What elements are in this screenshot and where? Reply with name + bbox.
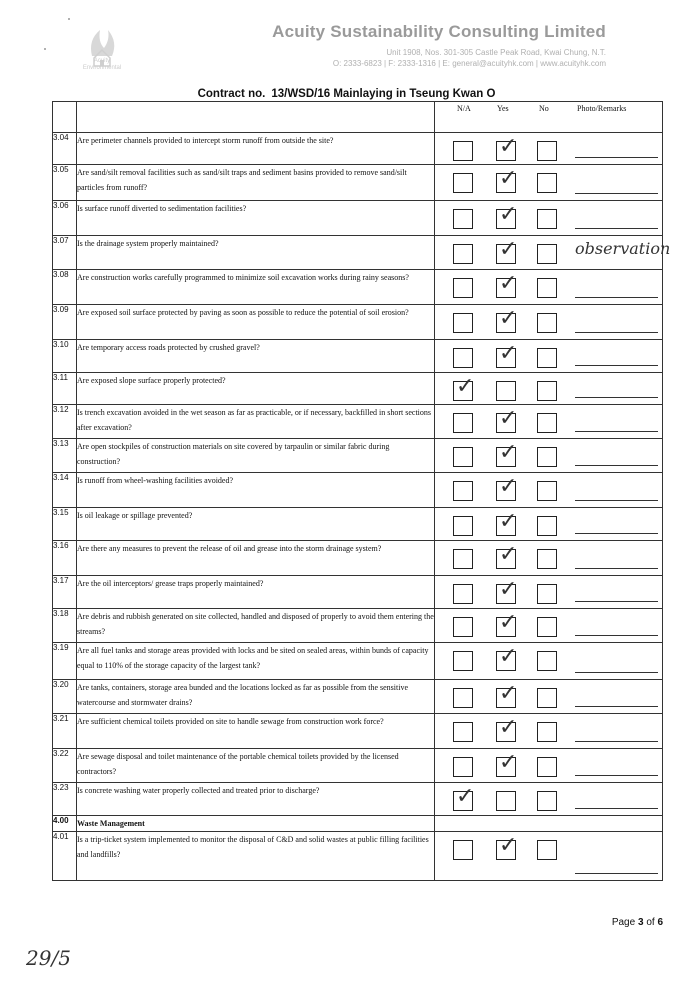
page-current: 3 (637, 917, 644, 928)
table-row (53, 783, 663, 816)
table-row (53, 270, 663, 305)
item-number: 3.10 (53, 340, 77, 373)
na-checkbox[interactable] (453, 617, 473, 637)
checkmark-icon: ✓ (499, 644, 518, 669)
remark-line[interactable] (575, 332, 658, 333)
scan-speck (68, 18, 70, 20)
yes-checkbox[interactable] (496, 791, 516, 811)
yes-checkbox[interactable] (496, 202, 518, 229)
table-row (53, 165, 663, 201)
table-row (53, 201, 663, 236)
item-number: 3.09 (53, 305, 77, 340)
item-question: Are exposed slope surface properly protected? (77, 373, 435, 405)
item-number: 3.22 (53, 749, 77, 783)
answer-cell (435, 832, 663, 881)
answer-cell (435, 270, 663, 305)
table-row (53, 340, 663, 373)
item-number: 3.18 (53, 609, 77, 643)
page-number (612, 917, 663, 928)
checkmark-icon: ✓ (499, 306, 518, 331)
checkmark-icon: ✓ (499, 271, 518, 296)
remark-line[interactable] (575, 397, 658, 398)
no-checkbox[interactable] (537, 757, 557, 777)
checkmark-icon: ✓ (499, 237, 518, 262)
col-yes-label: Yes (497, 104, 509, 113)
checkmark-icon: ✓ (499, 440, 518, 465)
checkmark-icon: ✓ (499, 715, 518, 740)
col-no-label: No (539, 104, 549, 113)
section-answer-cell (435, 816, 663, 832)
yes-checkbox[interactable] (496, 166, 518, 193)
na-checkbox[interactable] (453, 584, 473, 604)
answer-cell (435, 783, 663, 816)
answer-cell (435, 680, 663, 714)
remark-line[interactable] (575, 568, 658, 569)
table-row (53, 680, 663, 714)
contract-label: Contract no. (197, 88, 266, 100)
item-question: Are temporary access roads protected by crushed gravel? (77, 340, 435, 373)
item-question: Are exposed soil surface protected by paving as soon as possible to reduce the potential of soil erosion? (77, 305, 435, 340)
logo-text (74, 58, 130, 72)
na-checkbox[interactable] (453, 313, 473, 333)
col-remarks-label: Photo/Remarks (577, 104, 627, 113)
na-checkbox[interactable] (453, 516, 473, 536)
no-checkbox[interactable] (537, 209, 557, 229)
remark-line[interactable] (575, 431, 658, 432)
section-row (53, 816, 663, 832)
item-question: Is trench excavation avoided in the wet season as far as practicable, or if necessary, backfilled in short sections after excavation? (77, 405, 435, 439)
table-row (53, 609, 663, 643)
answer-cell (435, 439, 663, 473)
answer-cell (435, 714, 663, 749)
table-header-row (53, 102, 663, 133)
checkmark-icon: ✓ (499, 610, 518, 635)
yes-checkbox[interactable] (496, 440, 518, 467)
table-row (53, 236, 663, 270)
item-question: Are construction works carefully programmed to minimize soil excavation works during rainy seasons? (77, 270, 435, 305)
checklist-table (52, 101, 671, 881)
yes-checkbox[interactable] (496, 271, 518, 298)
answer-cell (435, 165, 663, 201)
logo-tagline: Environmental (82, 65, 122, 71)
yes-checkbox[interactable] (496, 237, 518, 264)
remark-line[interactable] (575, 193, 658, 194)
checkmark-icon: ✓ (499, 750, 518, 775)
item-number: 3.07 (53, 236, 77, 270)
remark-line[interactable] (575, 228, 658, 229)
na-checkbox[interactable] (453, 348, 473, 368)
answer-cell (435, 236, 671, 270)
no-checkbox[interactable] (537, 313, 557, 333)
no-checkbox[interactable] (537, 651, 557, 671)
checkmark-icon: ✓ (499, 681, 518, 706)
answer-cell (435, 201, 663, 236)
checkmark-icon: ✓ (499, 134, 518, 159)
item-number: 3.08 (53, 270, 77, 305)
answer-cell (435, 609, 663, 643)
item-number: 4.01 (53, 832, 77, 881)
page-prefix: Page (611, 917, 636, 928)
yes-checkbox[interactable] (496, 134, 518, 161)
item-question: Are sand/silt removal facilities such as sand/silt traps and sediment basins provided to remove sand/silt particles from runoff? (77, 165, 435, 201)
answer-cell (435, 340, 663, 373)
table-row (53, 541, 663, 576)
contract-value: 13/WSD/16 Mainlaying in Tseung Kwan O (271, 88, 496, 100)
company-address: Unit 1908, Nos. 301-305 Castle Peak Road, Kwai Chung, N.T. (386, 48, 606, 57)
no-checkbox[interactable] (537, 688, 557, 708)
item-number: 3.20 (53, 680, 77, 714)
item-question: Is a trip-ticket system implemented to monitor the disposal of C&D and solid wastes at public filling facilities and landfills? (77, 832, 435, 881)
answer-cell (435, 576, 663, 609)
answer-cell (435, 749, 663, 783)
header-item-no (53, 102, 77, 133)
table-row (53, 749, 663, 783)
company-name: Acuity Sustainability Consulting Limited (272, 22, 606, 41)
remark-line[interactable] (575, 808, 658, 809)
yes-checkbox[interactable] (496, 577, 518, 604)
table-row (53, 405, 663, 439)
na-checkbox[interactable] (453, 447, 473, 467)
page-total: 6 (657, 917, 663, 928)
remark-line[interactable] (575, 500, 658, 501)
item-number: 3.23 (53, 783, 77, 816)
yes-checkbox[interactable] (496, 341, 518, 368)
checkmark-icon: ✓ (499, 509, 518, 534)
header-question (77, 102, 435, 133)
table-row (53, 473, 663, 508)
na-checkbox[interactable] (453, 141, 473, 161)
na-checkbox[interactable] (453, 209, 473, 229)
na-checkbox[interactable] (453, 651, 473, 671)
na-checkbox[interactable] (453, 173, 473, 193)
section-title: Waste Management (77, 816, 435, 832)
remark-line[interactable] (575, 741, 658, 742)
yes-checkbox[interactable] (496, 681, 518, 708)
remark-line[interactable] (575, 672, 658, 673)
item-question: Is the drainage system properly maintained? (77, 236, 435, 270)
table-row (53, 133, 663, 165)
item-question: Is concrete washing water properly collected and treated prior to discharge? (77, 783, 435, 816)
na-checkbox[interactable] (453, 688, 473, 708)
item-question: Are perimeter channels provided to intercept storm runoff from outside the site? (77, 133, 435, 165)
no-checkbox[interactable] (537, 722, 557, 742)
yes-checkbox[interactable] (496, 474, 518, 501)
na-checkbox[interactable] (453, 722, 473, 742)
table-row (53, 714, 663, 749)
yes-checkbox[interactable] (496, 644, 518, 671)
no-checkbox[interactable] (537, 617, 557, 637)
item-question: Is surface runoff diverted to sedimentation facilities? (77, 201, 435, 236)
company-header (272, 22, 606, 68)
yes-checkbox[interactable] (496, 306, 518, 333)
no-checkbox[interactable] (537, 278, 557, 298)
checkmark-icon: ✓ (499, 202, 518, 227)
answer-cell (435, 133, 663, 165)
table-row (53, 576, 663, 609)
item-number: 3.11 (53, 373, 77, 405)
item-number: 3.04 (53, 133, 77, 165)
remark-line[interactable] (575, 465, 658, 466)
item-number: 3.17 (53, 576, 77, 609)
item-number: 3.16 (53, 541, 77, 576)
yes-checkbox[interactable] (496, 509, 518, 536)
item-question: Are debris and rubbish generated on site collected, handled and disposed of properly to avoid them entering the streams? (77, 609, 435, 643)
answer-cell (435, 541, 663, 576)
checkmark-icon: ✓ (499, 542, 518, 567)
checkmark-icon: ✓ (499, 833, 518, 858)
item-number: 3.15 (53, 508, 77, 541)
yes-checkbox[interactable] (496, 381, 516, 401)
page-of: of (646, 917, 655, 928)
checkmark-icon: ✓ (456, 374, 475, 399)
remark-line[interactable] (575, 775, 658, 776)
checkmark-icon: ✓ (499, 577, 518, 602)
handwritten-date: 29/5 (26, 946, 71, 970)
checkmark-icon: ✓ (456, 784, 475, 809)
table-row (53, 373, 663, 405)
section-number: 4.00 (53, 816, 77, 832)
no-checkbox[interactable] (537, 549, 557, 569)
contract-title (0, 88, 693, 100)
remark-line[interactable] (575, 365, 658, 366)
yes-checkbox[interactable] (496, 610, 518, 637)
na-checkbox[interactable] (453, 413, 473, 433)
logo-name: Acuity (93, 58, 111, 64)
no-checkbox[interactable] (537, 413, 557, 433)
item-question: Are sufficient chemical toilets provided on site to handle sewage from construction work force? (77, 714, 435, 749)
no-checkbox[interactable] (537, 516, 557, 536)
na-checkbox[interactable] (453, 481, 473, 501)
yes-checkbox[interactable] (496, 750, 518, 777)
remark-line[interactable] (575, 157, 658, 158)
company-contact: O: 2333-6823 | F: 2333-1316 | E: general@acuityhk.com | www.acuityhk.com (332, 59, 606, 68)
na-checkbox[interactable] (453, 757, 473, 777)
item-question: Are all fuel tanks and storage areas provided with locks and be sited on sealed areas, within bunds of capacity equal to 110% of the storage capacity of the largest tank? (77, 643, 435, 680)
scan-speck (44, 48, 46, 50)
remark-text: observation (575, 239, 671, 258)
na-checkbox[interactable] (453, 374, 475, 401)
no-checkbox[interactable] (537, 348, 557, 368)
answer-cell (435, 473, 663, 508)
answer-cell (435, 508, 663, 541)
table-row (53, 305, 663, 340)
item-question: Are there any measures to prevent the release of oil and grease into the storm drainage system? (77, 541, 435, 576)
answer-cell (435, 405, 663, 439)
checkmark-icon: ✓ (499, 166, 518, 191)
table-row (53, 439, 663, 473)
no-checkbox[interactable] (537, 244, 557, 264)
checkmark-icon: ✓ (499, 406, 518, 431)
col-na-label: N/A (457, 104, 471, 113)
yes-checkbox[interactable] (496, 715, 518, 742)
item-question: Is oil leakage or spillage prevented? (77, 508, 435, 541)
remark-line[interactable] (575, 873, 658, 874)
no-checkbox[interactable] (537, 173, 557, 193)
item-question: Are sewage disposal and toilet maintenance of the portable chemical toilets provided by the licensed contractors? (77, 749, 435, 783)
header-answers (435, 102, 663, 133)
item-number: 3.06 (53, 201, 77, 236)
no-checkbox[interactable] (537, 840, 557, 860)
checkmark-icon: ✓ (499, 341, 518, 366)
answer-cell (435, 373, 663, 405)
na-checkbox[interactable] (453, 549, 473, 569)
checkmark-icon: ✓ (499, 474, 518, 499)
remark-line[interactable] (575, 297, 658, 298)
yes-checkbox[interactable] (496, 406, 518, 433)
item-question: Are open stockpiles of construction materials on site covered by tarpaulin or similar fabric during construction? (77, 439, 435, 473)
no-checkbox[interactable] (537, 481, 557, 501)
no-checkbox[interactable] (537, 141, 557, 161)
item-question: Is runoff from wheel-washing facilities avoided? (77, 473, 435, 508)
yes-checkbox[interactable] (496, 542, 518, 569)
table-row (53, 643, 663, 680)
item-question: Are tanks, containers, storage area bunded and the locations locked as far as possible from the sensitive watercourse and stormwater drains? (77, 680, 435, 714)
na-checkbox[interactable] (453, 278, 473, 298)
table-row (53, 832, 663, 881)
no-checkbox[interactable] (537, 447, 557, 467)
item-number: 3.19 (53, 643, 77, 680)
yes-checkbox[interactable] (496, 833, 518, 860)
remark-line[interactable] (575, 533, 658, 534)
remark-line[interactable] (575, 635, 658, 636)
no-checkbox[interactable] (537, 381, 557, 401)
remark-line[interactable] (575, 706, 658, 707)
item-question: Are the oil interceptors/ grease traps properly maintained? (77, 576, 435, 609)
item-number: 3.21 (53, 714, 77, 749)
answer-cell (435, 643, 663, 680)
no-checkbox[interactable] (537, 584, 557, 604)
no-checkbox[interactable] (537, 791, 557, 811)
remark-line[interactable] (575, 601, 658, 602)
item-number: 3.13 (53, 439, 77, 473)
item-number: 3.05 (53, 165, 77, 201)
na-checkbox[interactable] (453, 244, 473, 264)
item-number: 3.14 (53, 473, 77, 508)
answer-cell (435, 305, 663, 340)
na-checkbox[interactable] (453, 840, 473, 860)
item-number: 3.12 (53, 405, 77, 439)
na-checkbox[interactable] (453, 784, 475, 811)
table-row (53, 508, 663, 541)
